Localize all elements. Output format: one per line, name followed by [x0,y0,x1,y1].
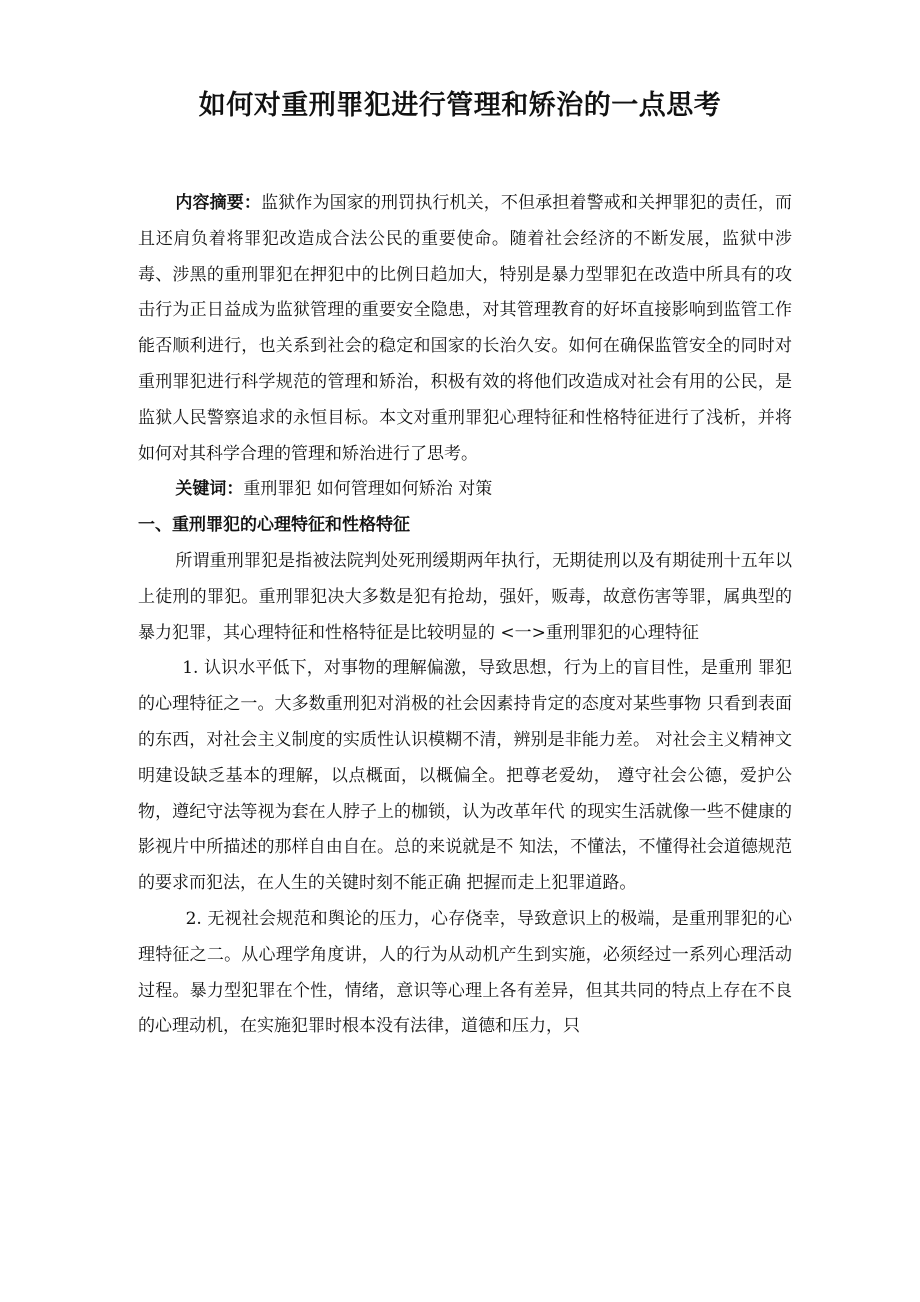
abstract-paragraph [138,186,792,472]
point-2-paragraph: 2. 无视社会规范和舆论的压力，心存侥幸，导致意识上的极端，是重刑罪犯的心理特征之二。从心理学角度讲，人的行为从动机产生到实施，必须经过一系列心理活动过程。暴力型犯罪在个性，情绪，意识等心理上各有差异，但其共同的特点上存在不良的心理动机，在实施犯罪时根本没有法律，道德和压力，只 [138,908,792,1037]
document-title: 如何对重刑罪犯进行管理和矫治的一点思考 [198,90,722,121]
keywords-label: 关键词： [175,479,244,500]
section-intro-paragraph: 所谓重刑罪犯是指被法院判处死刑缓期两年执行，无期徒刑以及有期徒刑十五年以上徒刑的罪犯。重刑罪犯决大多数是犯有抢劫，强奸，贩毒，故意伤害等罪，属典型的暴力犯罪，其心理特征和性格特征是比较明显的 <一>重刑罪犯的心理特征 [138,550,792,643]
keywords-text: 重刑罪犯 如何管理如何矫治 对策 [243,479,493,500]
section-heading: 一、重刑罪犯的心理特征和性格特征 [138,515,410,536]
point-1-paragraph: 1. 认识水平低下，对事物的理解偏激，导致思想，行为上的盲目性，是重刑 罪犯的心理特征之一。大多数重刑犯对消极的社会因素持肯定的态度对某些事物 只看到表面的东西，对社会主义制度的实质性认识模糊不清，辨别是非能力差。 对社会主义精神文明建设缺乏基本的理解，以点概面，以概偏全。把尊老爱幼， 遵守社会公德，爱护公物，遵纪守法等视为套在人脖子上的枷锁，认为改革年代 的现实生活就像一些不健康的影视片中所描述的那样自由自在。总的来说就是不 知法，不懂法，不懂得社会道德规范的要求而犯法，在人生的关键时刻不能正确 把握而走上犯罪道路。 [138,658,792,894]
document-body [138,186,792,1045]
abstract-label: 内容摘要： [175,193,262,213]
keywords-paragraph [138,472,792,508]
abstract-text: 监狱作为国家的刑罚执行机关，不但承担着警戒和关押罪犯的责任，而且还肩负着将罪犯改造成合法公民的重要使命。随着社会经济的不断发展，监狱中涉毒、涉黑的重刑罪犯在押犯中的比例日趋加大，特别是暴力型罪犯在改造中所具有的攻击行为正日益成为监狱管理的重要安全隐患，对其管理教育的好坏直接影响到监管工作能否顺利进行，也关系到社会的稳定和国家的长治久安。如何在确保监管安全的同时对重刑罪犯进行科学规范的管理和矫治，积极有效的将他们改造成对社会有用的公民，是监狱人民警察追求的永恒目标。本文对重刑罪犯心理特征和性格特征进行了浅析，并将如何对其科学合理的管理和矫治进行了思考。 [138,193,793,464]
